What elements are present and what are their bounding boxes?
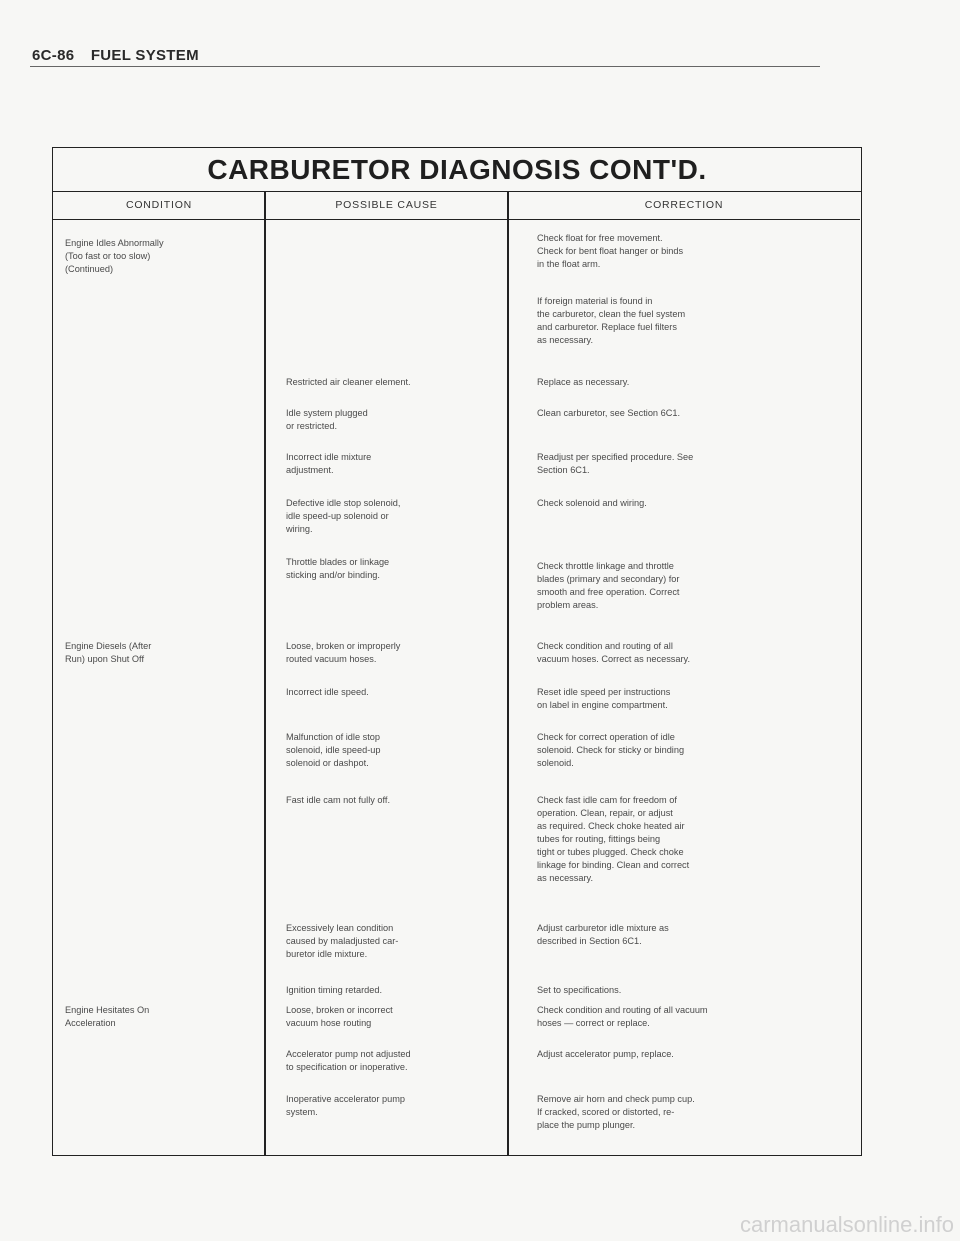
column-header-cause: POSSIBLE CAUSE	[265, 191, 508, 220]
correction-cell: Adjust accelerator pump, replace.	[537, 1049, 674, 1059]
table-title: CARBURETOR DIAGNOSIS CONT'D.	[53, 148, 861, 192]
header-rule	[30, 66, 820, 67]
condition-cell: Engine Diesels (After Run) upon Shut Off	[65, 641, 152, 664]
cause-cell: Inoperative accelerator pump system.	[286, 1094, 405, 1117]
condition-cell: Engine Idles Abnormally (Too fast or too slow) (Continued)	[65, 238, 164, 274]
diagnosis-table	[52, 147, 862, 1156]
cause-cell: Incorrect idle mixture adjustment.	[286, 452, 372, 475]
cause-cell: Loose, broken or incorrect vacuum hose routing	[286, 1005, 393, 1028]
correction-cell: Clean carburetor, see Section 6C1.	[537, 408, 680, 418]
correction-cell: Readjust per specified procedure. See Section 6C1.	[537, 452, 694, 475]
cause-cell: Ignition timing retarded.	[286, 985, 383, 995]
condition-cell: Engine Hesitates On Acceleration	[65, 1005, 150, 1028]
page-header	[32, 47, 211, 64]
cause-cell: Loose, broken or improperly routed vacuum hoses.	[286, 641, 401, 664]
watermark-text: carmanualsonline.info	[739, 1212, 954, 1237]
column-divider	[507, 191, 509, 1155]
cause-cell: Defective idle stop solenoid, idle speed-up solenoid or wiring.	[286, 498, 401, 534]
cause-cell: Throttle blades or linkage sticking and/or binding.	[286, 557, 390, 580]
section-title: FUEL SYSTEM	[90, 47, 199, 64]
correction-cell: Check condition and routing of all vacuum hoses. Correct as necessary.	[537, 641, 691, 664]
correction-cell: Check float for free movement. Check for bent float hanger or binds in the float arm.	[537, 233, 684, 269]
correction-cell: If foreign material is found in the carburetor, clean the fuel system and carburetor. Replace fuel filters as necessary.	[537, 296, 686, 345]
cause-cell: Fast idle cam not fully off.	[286, 795, 391, 805]
correction-cell: Remove air horn and check pump cup. If cracked, scored or distorted, re- place the pump plunger.	[537, 1094, 695, 1130]
cause-cell: Incorrect idle speed.	[286, 687, 369, 697]
column-header-correction: CORRECTION	[508, 191, 860, 220]
correction-cell: Replace as necessary.	[537, 377, 630, 387]
cause-cell: Excessively lean condition caused by maladjusted car- buretor idle mixture.	[286, 923, 399, 959]
column-divider	[264, 191, 266, 1155]
correction-cell: Check condition and routing of all vacuum hoses — correct or replace.	[537, 1005, 708, 1028]
correction-cell: Adjust carburetor idle mixture as described in Section 6C1.	[537, 923, 669, 946]
section-number: 6C-86	[32, 47, 75, 64]
correction-cell: Check for correct operation of idle solenoid. Check for sticky or binding solenoid.	[537, 732, 685, 768]
cause-cell: Restricted air cleaner element.	[286, 377, 411, 387]
correction-cell: Check solenoid and wiring.	[537, 498, 647, 508]
column-header-condition: CONDITION	[53, 191, 265, 220]
cause-cell: Malfunction of idle stop solenoid, idle speed-up solenoid or dashpot.	[286, 732, 381, 768]
cause-cell: Idle system plugged or restricted.	[286, 408, 368, 431]
correction-cell: Reset idle speed per instructions on label in engine compartment.	[537, 687, 671, 710]
correction-cell: Check throttle linkage and throttle blades (primary and secondary) for smooth and free operation. Correct problem areas.	[537, 561, 680, 610]
correction-cell: Check fast idle cam for freedom of operation. Clean, repair, or adjust as required. Check choke heated air tubes for routing, fittings being tight or tubes plugged. Check choke linkage for binding. Clean and correct as necessary.	[537, 795, 690, 883]
cause-cell: Accelerator pump not adjusted to specification or inoperative.	[286, 1049, 411, 1072]
correction-cell: Set to specifications.	[537, 985, 622, 995]
